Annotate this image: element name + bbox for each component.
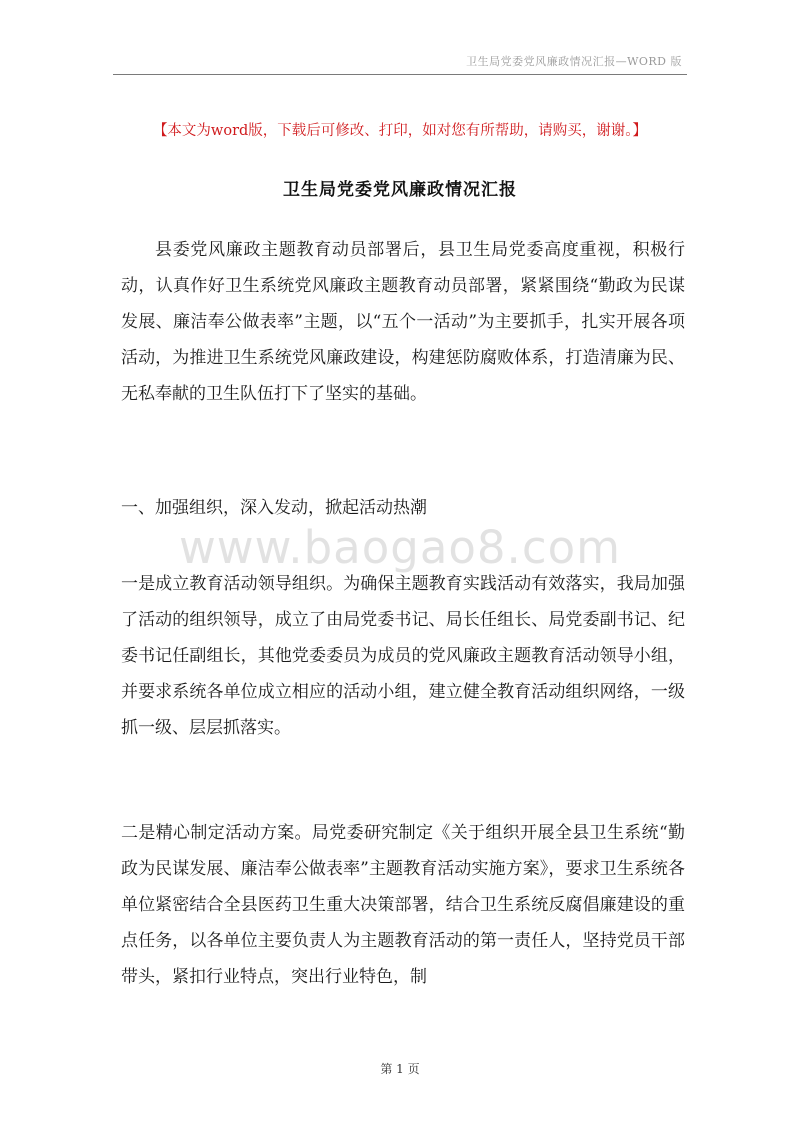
purchase-notice: 【本文为word版，下载后可修改、打印，如对您有所帮助，请购买，谢谢。】 [152,123,648,139]
page-number: 第 1 页 [380,1062,420,1076]
header-divider [113,74,687,75]
section-heading-1: 一、加强组织，深入发动，掀起活动热潮 [121,498,427,518]
body-paragraph-1: 一是成立教育活动领导组织。为确保主题教育实践活动有效落实，我局加强了活动的组织领导，成立了由局党委书记、局长任组长、局党委副书记、纪委书记任副组长，其他党委委员为成员的党风廉政主题教育活动领导小组，并要求系统各单位成立相应的活动小组，建立健全教育活动组织网络，一级抓一级、层层抓落实。 [121,574,685,738]
document-title: 卫生局党委党风廉政情况汇报 [283,180,517,200]
watermark-text: www.baogao8.com [179,521,621,574]
body-paragraph-2: 二是精心制定活动方案。局党委研究制定《关于组织开展全县卫生系统“勤政为民谋发展、廉洁奉公做表率”主题教育活动实施方案》，要求卫生系统各单位紧密结合全县医药卫生重大决策部署，结合卫生系统反腐倡廉建设的重点任务，以各单位主要负责人为主题教育活动的第一责任人，坚持党员干部带头，紧扣行业特点，突出行业特色，制 [121,823,685,987]
running-header: 卫生局党委党风廉政情况汇报—WORD 版 [466,55,682,68]
intro-paragraph: 县委党风廉政主题教育动员部署后，县卫生局党委高度重视，积极行动，认真作好卫生系统党风廉政主题教育动员部署，紧紧围绕“勤政为民谋发展、廉洁奉公做表率”主题，以“五个一活动”为主要抓手，扎实开展各项活动，为推进卫生系统党风廉政建设，构建惩防腐败体系，打造清廉为民、无私奉献的卫生队伍打下了坚实的基础。 [121,240,685,404]
